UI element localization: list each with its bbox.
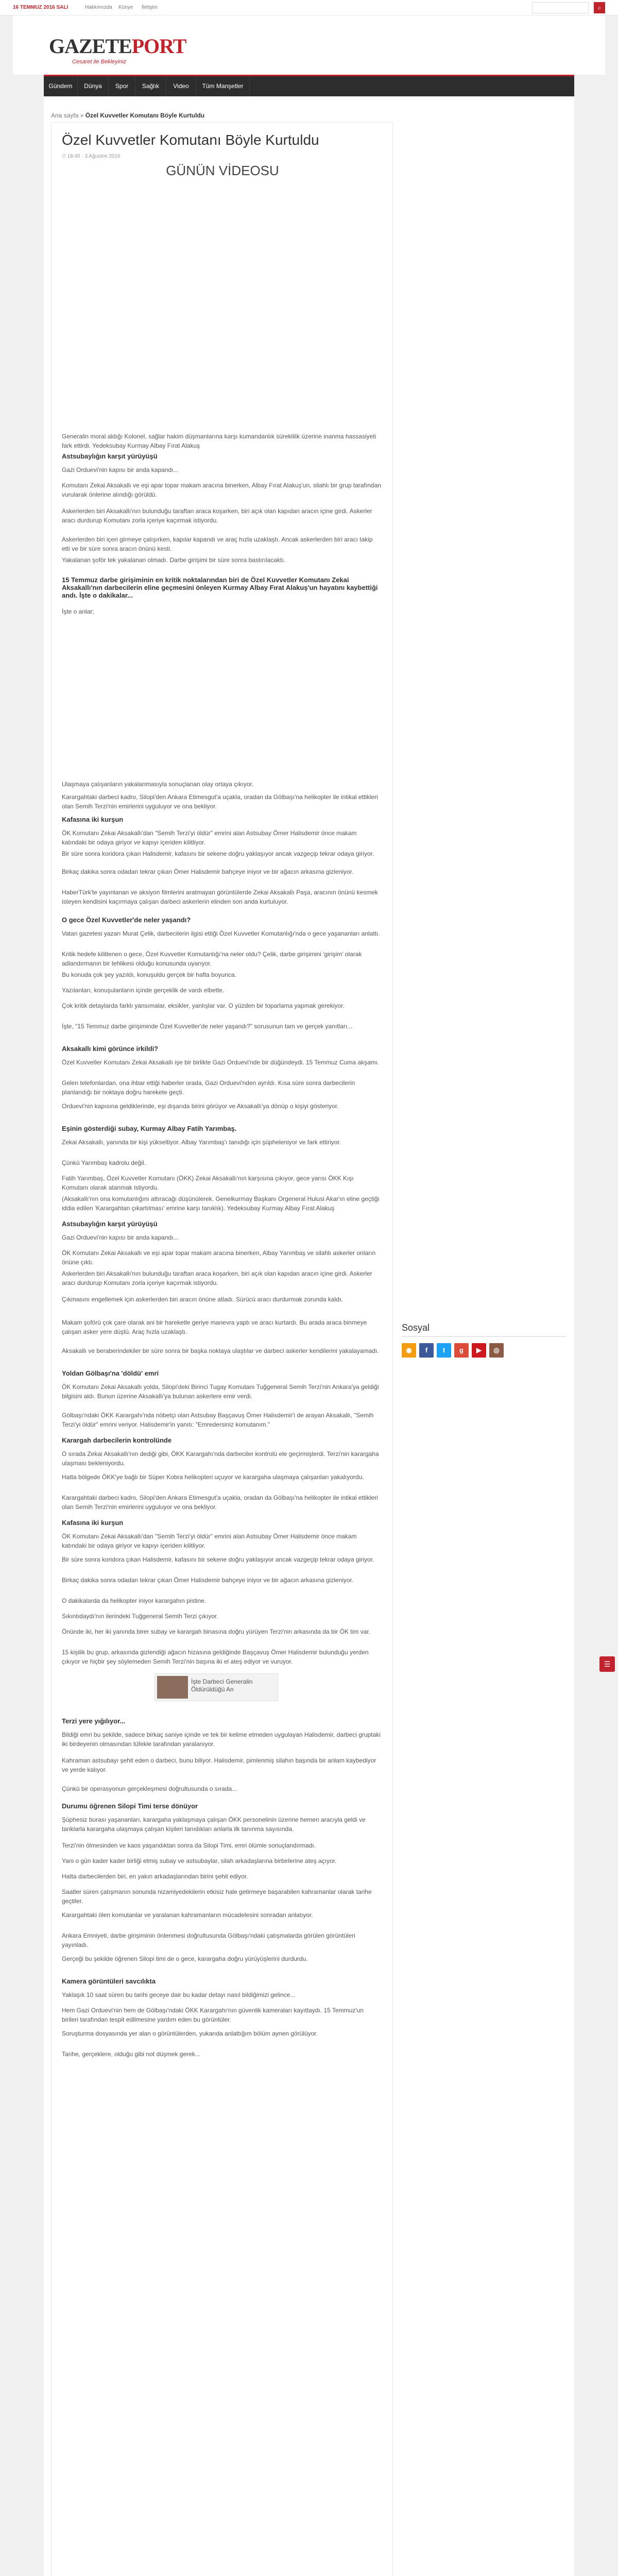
article-title: Özel Kuvvetler Komutanı Böyle Kurtuldu [62,132,319,148]
google-plus-icon[interactable]: g [454,1343,469,1358]
current-date: 16 TEMMUZ 2016 SALI [13,5,68,10]
main-nav [44,75,574,96]
search-icon[interactable]: ⌕ [594,2,605,13]
article-paragraph: Ankara Emniyeti, darbe girişiminin önlenmesi doğrultusunda Gölbaşı'ndaki çatışmalarda görülen görüntüleri yayınladı. [62,1932,355,1948]
related-article-title: İşte Darbeci Generalin Öldürüldüğü An [191,1678,253,1693]
article-paragraph: Askerlerden biri içeri girmeye çalışırken, kapılar kapandı ve araç hızla uzaklaştı. Ancak askerlerden biri aracı takip etti ve bir süre sonra aracın önünü kesti. [62,536,373,552]
article-subheading: Yoldan Gölbaşı'na 'döldü' emri [62,1369,159,1377]
article-subheading: Eşinin gösterdiği subay, Kurmay Albay Fatih Yarımbaş. [62,1125,237,1132]
facebook-icon[interactable]: f [419,1343,434,1358]
article-paragraph: ÖK Komutanı Zekai Aksakallı'dan "Semih Terzi'yi öldür" emrini alan Astsubay Ömer Halisdemir önce makam katındaki bir odaya giriyor ve kapıyı içeriden kilitliyor. [62,1533,357,1549]
article-paragraph: Generalin moral aldığı Kolonel, sağlar hakim düşmanlarına karşı kumandanlık süreklilik üzerine inanma hassasiyeti fark ettirdi. Yedeksubay Kurmay Albay Fırat Alakuş [62,433,376,449]
search-input[interactable] [532,2,589,13]
article-paragraph: Çok kritik detaylarda farklı yansımalar, eksikler, yanlışlar var. O yüzden bir toparlama yapmak gerekiyor. [62,1002,345,1009]
article-paragraph: Karargahtaki ölen komutanlar ve yaralanan kahramanların mücadelesini sonradan anlatıyor. [62,1911,313,1919]
article-paragraph: İşte, "15 Temmuz darbe girişiminde Özel Kuvvetler'de neler yaşandı?" sorusunun tam ve gerçek yanıtları... [62,1023,353,1030]
article-subheading: Aksakallı kimi görünce irkildi? [62,1045,159,1053]
article-paragraph: O dakikalarda da helikopter iniyor karargahın pistine. [62,1597,207,1604]
topbar-link-contact[interactable]: İletişim [142,5,158,10]
related-article-link[interactable] [154,1673,278,1701]
article-paragraph: Birkaç dakika sonra odadan tekrar çıkan Ömer Halisdemir bahçeye iniyor ve bir ağacın arkasına gizleniyor. [62,1577,354,1584]
article-subheading: Karargah darbecilerin kontrolünde [62,1436,172,1444]
article-paragraph: Yaklaşık 10 saat süren bu tarihi geceye dair bu kadar detayı nasıl bildiğimizi gelince... [62,1991,296,1998]
article-paragraph: Gelen telefonlardan, ona ihbar ettiği haberler orada, Gazi Orduevi'nden ayrıldı. Kısa süre sonra darbecilerin planlandığı bir noktaya doğru harekete geçti. [62,1079,355,1096]
page-container [44,96,574,2576]
article-paragraph: Gazi Orduevi'nin kapısı bir anda kapandı... [62,466,179,473]
article-paragraph: İşte o anlar; [62,608,94,615]
breadcrumb-current: Özel Kuvvetler Komutanı Böyle Kurtuldu [85,112,205,119]
article-paragraph: (Aksakallı'nın ona komutanlığını attıracağı düşünülerek. Genelkurmay Başkanı Orgeneral Hulusi Akar'ın eline geçtiği iddia edilen 'Karargahtan çıkartılması' emrine karşı tanıklık). Yedeksubay Kurmay Albay Fırat Alakuş [62,1195,380,1212]
nav-item-spor[interactable]: Spor [109,76,135,96]
article-paragraph: Çünkü bir operasyonun gerçekleşmesi doğrultusunda o sırada... [62,1785,237,1792]
article-meta: ⏱ 18:40 · 3 Ağustos 2016 [62,154,121,159]
breadcrumb: Ana sayfa » Özel Kuvvetler Komutanı Böyle Kurtuldu [51,112,205,119]
nav-item-saglik[interactable]: Sağlık [135,76,166,96]
article-paragraph: Yakalanan şoför tek yakalanan olmadı. Darbe girişimi bir süre sonra bastırılacaktı. [62,556,285,564]
nav-item-video[interactable]: Video [166,76,196,96]
article-paragraph: Hatta bölgede ÖKK'ye bağlı bir Süper Kobra helikopteri uçuyor ve karargaha ulaşmaya çalışanları yakalıyordu. [62,1473,364,1481]
article-paragraph: Birkaç dakika sonra odadan tekrar çıkan Ömer Halisdemir bahçeye iniyor ve bir ağacın arkasına gizleniyor. [62,868,354,875]
article-paragraph: Zekai Aksakallı, yanında bir kişi yükseltiyor. Albay Yarımbaş'ı tanıdığı için şüpheleniyor ve fark ettiriyor. [62,1139,341,1146]
video-section-title: GÜNÜN VİDEOSU [166,163,279,178]
article-paragraph: ÖK Komutanı Zekai Aksakallı'dan "Semih Terzi'yi öldür" emrini alan Astsubay Ömer Halisdemir önce makam katındaki bir odaya giriyor ve kapıyı içeriden kilitliyor. [62,829,357,846]
article-subheading: Kafasına iki kurşun [62,1519,124,1527]
topbar-link-imprint[interactable]: Künye [118,5,133,10]
article-paragraph: Makam şoförü çok çare olarak ani bir hareketle geriye manevra yaptı ve aracı kurtardı. Bu arada araca binmeye çalışan asker yere düştü. Araç hızla uzaklaştı. [62,1319,367,1335]
instagram-icon[interactable]: ◎ [489,1343,504,1358]
article-paragraph: ÖK Komutanı Zekai Aksakallı ve eşi apar topar makam aracına binerken, Albay Yarımbaş ve silahlı askerler onların önüne çıktı. [62,1249,376,1266]
topbar-link-about[interactable]: Hakkımızda [85,5,112,10]
article-paragraph: Fatih Yarımbaş, Özel Kuvvetler Komutanı (ÖKK) Zekai Aksakallı'nın karşısına çıkıyor, gece yarısı ÖKK Kışı Komutanı olarak atanmak istiyordu. [62,1175,354,1191]
embedded-video[interactable] [62,630,383,777]
article-paragraph: Yani o gün kader kader birliği etmiş subay ve astsubaylar, silah arkadaşlarına birbirlerine ateş açıyor. [62,1857,337,1865]
site-logo[interactable]: GAZETEPORT [49,35,186,58]
sidebar-divider [402,1336,566,1337]
article-paragraph: Sıkıntıdaydı'nın ilerindeki Tuğgeneral Semih Terzi çıkıyor. [62,1613,218,1620]
article-paragraph: Çıkmasını engellemek için askerlerden biri aracın önüne atladı. Sürücü aracı durdurmak zorunda kaldı. [62,1296,343,1303]
menu-icon[interactable]: ☰ [599,1656,615,1672]
article-paragraph: Saatler süren çatışmanın sonunda nizamiyedekilerin etkisiz hale getirmeye başarabilen kahramanlar olarak tarihe geçtiler. [62,1888,372,1905]
article-paragraph: Karargahtaki darbeci kadro, Silopi'den Ankara Etimesgut'a uçakla, oradan da Gölbaşı'na helikopter ile intikal ettikleri olan Semih Terzi'nin emirlerini uyguluyor ve ona bekliyor. [62,1494,378,1511]
article-subheading: Kamera görüntüleri savcılıkta [62,1977,156,1985]
article-paragraph: Bu konuda çok şey yazıldı, konuşuldu gerçek bir hafta boyunca. [62,971,236,978]
twitter-icon[interactable]: t [437,1343,451,1358]
site-header [13,15,605,75]
article-paragraph: Kahraman astsubayı şehit eden o darbeci, bunu biliyor. Halisdemir, pimlenmiş silahın başında bir anlam kaybediyor ve yerde kalıyor. [62,1757,376,1773]
article-subheading: Durumu öğrenen Silopi Timi terse dönüyor [62,1802,198,1810]
article [51,122,393,2576]
sidebar-social [402,1323,566,1369]
article-paragraph: Bildiği emri bu şekilde, sadece birkaç saniye içinde ve tek bir kelime etmeden uygulayan Halisdemir, darbeci gruptaki iki birdeyenin olmasından tüfekle tarafından yaralanıyor. [62,1731,381,1748]
article-paragraph: Terzi'nin ölmesinden ve kaos yaşandıktan sonra da Silopi Timi, emri ölümle sonuçlandırmadı. [62,1842,316,1849]
article-paragraph: Askerlerden biri Aksakallı'nın bulunduğu taraftan araca koşarken, biri açık olan kapıdan aracın içine girdi. Askerler aracı durdurup Komutanı zorla içeriye kaçırmak istiyordu. [62,507,372,524]
article-paragraph: 15 kişilik bu grup, arkasında gizlendiği ağacın hizasına geldiğinde Başçavuş Ömer Halisdemir bulunduğu yerden çıkıyor ve hiçbir şey söylemeden Semih Terzi'nin başına iki el ateş ediyor ve vuruyor. [62,1649,369,1665]
article-subheading: Astsubaylığın karşıt yürüyüşü [62,452,158,460]
article-paragraph: Bir süre sonra koridora çıkan Halisdemir, kafasını bir sekene doğru yaklaşıyor ancak vazgeçip tekrar odaya giriyor. [62,850,374,857]
article-paragraph: Kritik hedefe kilitlenen o gece, Özel Kuvvetler Komutanlığı'na neler oldu? Çelik, darbe girişimini 'girişim' olarak adlandırmanın bir tehlikesi olduğu konusunda uyarıyor. [62,951,362,967]
article-paragraph: Ulaşmaya çalışanların yakalanmasıyla sonuçlanan olay ortaya çıkıyor. [62,781,254,788]
nav-item-gundem[interactable]: Gündem [44,76,78,96]
youtube-icon[interactable]: ▶ [472,1343,486,1358]
article-subheading: 15 Temmuz darbe girişiminin en kritik noktalarından biri de Özel Kuvvetler Komutanı Zekai Aksakallı'nın darbecilerin eline geçmesini önleyen Kurmay Albay Fırat Alakuş'un hayatını kaybettiği andı. İşte o dakikalar... [62,576,378,599]
logo-tagline: Cesaret ile Bekleyiniz [72,59,127,65]
article-paragraph: Soruşturma dosyasında yer alan o görüntülerden, yukarıda anlattığım bölüm aynen görülüyor. [62,2030,318,2037]
article-subheading: Astsubaylığın karşıt yürüyüşü [62,1220,158,1228]
sidebar-heading: Sosyal [402,1323,430,1333]
article-paragraph: ÖK Komutanı Zekai Aksakallı yolda, Silopi'deki Birinci Tugay Komutanı Tuğgeneral Semih Terzi'nin Ankara'ya geldiği bilgisini aldı. Bunun üzerine Aksakallı'ya bulunan askerlere emir verdi. [62,1383,379,1400]
article-paragraph: Gazi Orduevi'nin kapısı bir anda kapandı... [62,1234,179,1241]
article-paragraph: Gölbaşı'ndaki ÖKK Karargahı'nda nöbetçi olan Astsubay Başçavuş Ömer Halisdemir'i de arayan Aksakallı, "Semih Terzi'yi öldür" emrini veriyor. Halisdemir'in yanıtı: "Emredersiniz komutanım." [62,1412,374,1428]
article-paragraph: Hem Gazi Orduevi'nin hem de Gölbaşı'ndaki ÖKK Karargahı'nın güvenlik kameraları kayıttaydı. 15 Temmuz'un birileri tarafından tespit edilmesine yardım eden bu görüntüler. [62,2007,364,2023]
nav-item-tum-mansetler[interactable]: Tüm Manşetler [196,76,250,96]
article-paragraph: Aksakallı ve beraberindekiler bir süre sonra bir başka noktaya ulaştılar ve darbeci askerler kendilerini yakalayamadı. [62,1347,379,1354]
article-paragraph: Gerçeği bu şekilde öğrenen Silopi timi de o gece, karargaha doğru yürüyüşlerini durdurdu. [62,1955,308,1962]
article-subheading: O gece Özel Kuvvetler'de neler yaşandı? [62,916,191,924]
article-paragraph: Bir süre sonra koridora çıkan Halisdemir, kafasını bir sekene doğru yaklaşıyor ancak vazgeçip tekrar odaya giriyor. [62,1556,374,1563]
article-paragraph: Yazılanları, konuşulanların içinde gerçeklik de vardı elbette. [62,987,225,994]
article-paragraph: Karargahtaki darbeci kadro, Silopi'den Ankara Etimesgut'a uçakla, oradan da Gölbaşı'na helikopter ile intikal ettikleri olan Semih Terzi'nin emirlerini uyguluyor ve ona bekliyor. [62,793,378,810]
article-paragraph: Özel Kuvvetler Komutanı Zekai Aksakallı işe bir birlikte Gazi Orduevi'nde bir düğündeydi. 15 Temmuz Cuma akşamı. [62,1059,380,1066]
article-paragraph: Önünde iki, her iki yanında birer subay ve karargah binasına doğru yürüyen Terzi'nin arkasında da bir ÖK tim var. [62,1628,371,1635]
related-thumbnail [157,1676,188,1699]
article-paragraph: Komutanı Zekai Aksakallı ve eşi apar topar makam aracına binerken, Albay Fırat Alakuş'un, silahlı bir grup tarafından vurularak önlerine alındığı görüldü. [62,482,381,498]
article-paragraph: Şüphesiz burası yaşananları, karargaha yaklaşmaya çalışan ÖKK personelinin üzerine hemen aracıyla geldi ve tanklarla karargaha ulaşmaya çalışan kişileri tanıdıkları anlarla ilk tanınma sayısında. [62,1816,366,1833]
article-paragraph: Hatta darbecilerden biri, en yakın arkadaşlarından birini şehit ediyor. [62,1873,248,1880]
article-paragraph: Orduevi'nin kapısına geldiklerinde, eşi dışarıda birini görüyor ve Aksakallı'ya dönüp o kişiyi gösteriyor. [62,1103,339,1110]
article-paragraph: HaberTürk'te yayınlanan ve aksiyon filmlerini aratmayan görüntülerde Zekai Aksakallı Paşa, aracının önünü kesmek isteyen kendisini kaçırmaya çalışan darbeci askerlerin elinden son anda kurtuluyor. [62,889,378,905]
article-paragraph: Tarihe, gerçeklere, olduğu gibi not düşmek gerek... [62,2050,200,2058]
article-paragraph: O sırada Zekai Aksakallı'nın dediği gibi, ÖKK Karargahı'nda darbeciler kontrolü ele geçirmişlerdi. Terzi'nin karargaha ulaşması bekleniyordu. [62,1450,379,1467]
article-paragraph: Vatan gazetesi yazarı Murat Çelik, darbecilerin ilgisi ettiği Özel Kuvvetler Komutanlığı'nda o gece yaşananları anlattı. [62,930,380,937]
video-player[interactable] [62,183,383,382]
article-subheading: Kafasına iki kurşun [62,816,124,823]
top-bar [0,0,618,15]
rss-icon[interactable]: ◉ [402,1343,416,1358]
nav-item-dunya[interactable]: Dünya [78,76,109,96]
breadcrumb-home[interactable]: Ana sayfa [51,112,79,119]
article-paragraph: Çünkü Yarımbaş kadrolu değil. [62,1159,146,1166]
article-paragraph: Askerlerden biri Aksakallı'nın bulunduğu taraftan araca koşarken, biri açık olan kapıdan aracın içine girdi. Askerler aracı durdurup Komutanı zorla içeriye kaçırmak istiyordu. [62,1270,372,1286]
article-subheading: Terzi yere yığılıyor... [62,1717,126,1725]
